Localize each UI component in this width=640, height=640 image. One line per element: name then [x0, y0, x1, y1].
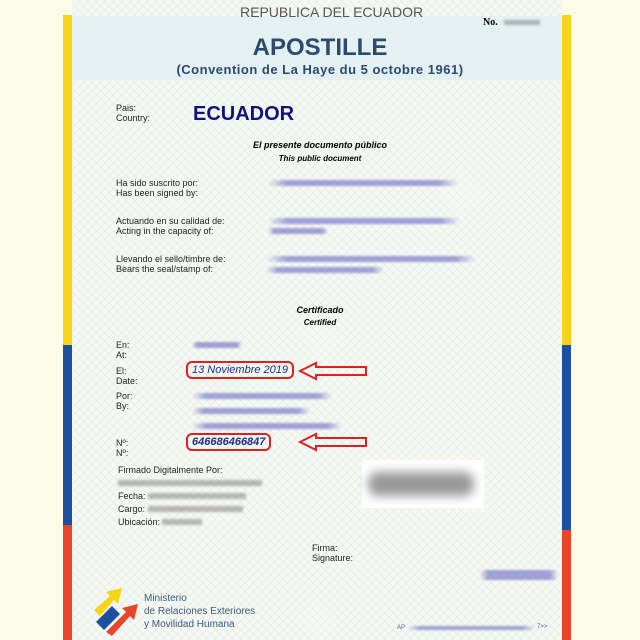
- redacted-cargo: [148, 506, 243, 512]
- number-label-en: Nº:: [116, 448, 129, 458]
- ministry-line-2: de Relaciones Exteriores: [144, 606, 256, 617]
- seal-label-es: Llevando el sello/timbre de:: [116, 254, 226, 264]
- redacted-by-3: [192, 423, 342, 429]
- number-label: No.: [483, 17, 498, 28]
- arrow-left-icon: [298, 432, 368, 452]
- redacted-digital-signer: [118, 480, 262, 486]
- date-label-en: Date:: [116, 376, 138, 386]
- ministry-line-1: Ministerio: [144, 593, 187, 604]
- country-label-es: Pais:: [116, 103, 137, 113]
- code-prefix: AP: [397, 625, 406, 631]
- redacted-signer: [268, 180, 458, 186]
- flag-stripe-red-right: [562, 530, 571, 640]
- fecha-label: Fecha:: [118, 491, 146, 501]
- by-label-es: Por:: [116, 391, 133, 401]
- flag-stripe-blue-right: [562, 345, 571, 530]
- redacted-code: [407, 626, 535, 630]
- digitally-signed-label: Firmado Digitalmente Por:: [118, 465, 223, 475]
- subtitle: (Convention de La Haye du 5 octobre 1961): [176, 62, 464, 77]
- apostille-number-value: 646686466847: [186, 433, 271, 451]
- date-value: 13 Noviembre 2019: [186, 361, 294, 379]
- document-title-es: El presente documento público: [252, 140, 387, 150]
- ministry-name: [144, 592, 255, 631]
- signed-by-label-en: Has been signed by:: [116, 188, 199, 198]
- cargo-label: Cargo:: [118, 504, 146, 514]
- redacted-capacity: [268, 218, 460, 224]
- ministry-line-3: y Movilidad Humana: [144, 619, 235, 630]
- redacted-fecha: [148, 493, 246, 499]
- capacity-label-es: Actuando en su calidad de:: [116, 216, 225, 226]
- redacted-capacity-2: [268, 228, 328, 234]
- redacted-by: [192, 393, 332, 399]
- by-label-en: By:: [116, 401, 130, 411]
- signature-label-en: Signature:: [312, 553, 354, 563]
- signature-image: [362, 460, 484, 508]
- code-suffix: 7>>: [537, 624, 548, 630]
- capacity-label-en: Acting in the capacity of:: [116, 226, 214, 236]
- redacted-seal-2: [266, 267, 384, 273]
- certified-en: Certified: [303, 318, 337, 327]
- document-title-en: This public document: [278, 154, 362, 163]
- flag-stripe-blue-left: [63, 345, 72, 525]
- ubicacion-label: Ubicación:: [118, 517, 161, 527]
- country-label-en: Country:: [116, 113, 151, 123]
- flag-stripe-red-left: [63, 525, 72, 640]
- page-title: APOSTILLE: [252, 34, 388, 61]
- number-label-es: Nº:: [116, 438, 129, 448]
- redacted-seal: [266, 256, 476, 262]
- signed-by-label-es: Ha sido suscrito por:: [116, 178, 199, 188]
- redacted-number: [504, 20, 540, 25]
- at-label-en: At:: [116, 350, 128, 360]
- certified-es: Certificado: [296, 305, 344, 315]
- ministry-logo-icon: [92, 588, 142, 638]
- redacted-by-2: [192, 408, 310, 414]
- seal-label-en: Bears the seal/stamp of:: [116, 264, 214, 274]
- redacted-location: [192, 342, 242, 348]
- country-value: ECUADOR: [193, 103, 295, 125]
- arrow-left-icon: [298, 361, 368, 381]
- republic-label: REPUBLICA DEL ECUADOR: [240, 4, 424, 20]
- redacted-signature: [480, 570, 558, 580]
- redacted-ubicacion: [162, 519, 202, 525]
- at-label-es: En:: [116, 340, 130, 350]
- signature-label-es: Firma:: [312, 543, 338, 553]
- date-label-es: El:: [116, 366, 127, 376]
